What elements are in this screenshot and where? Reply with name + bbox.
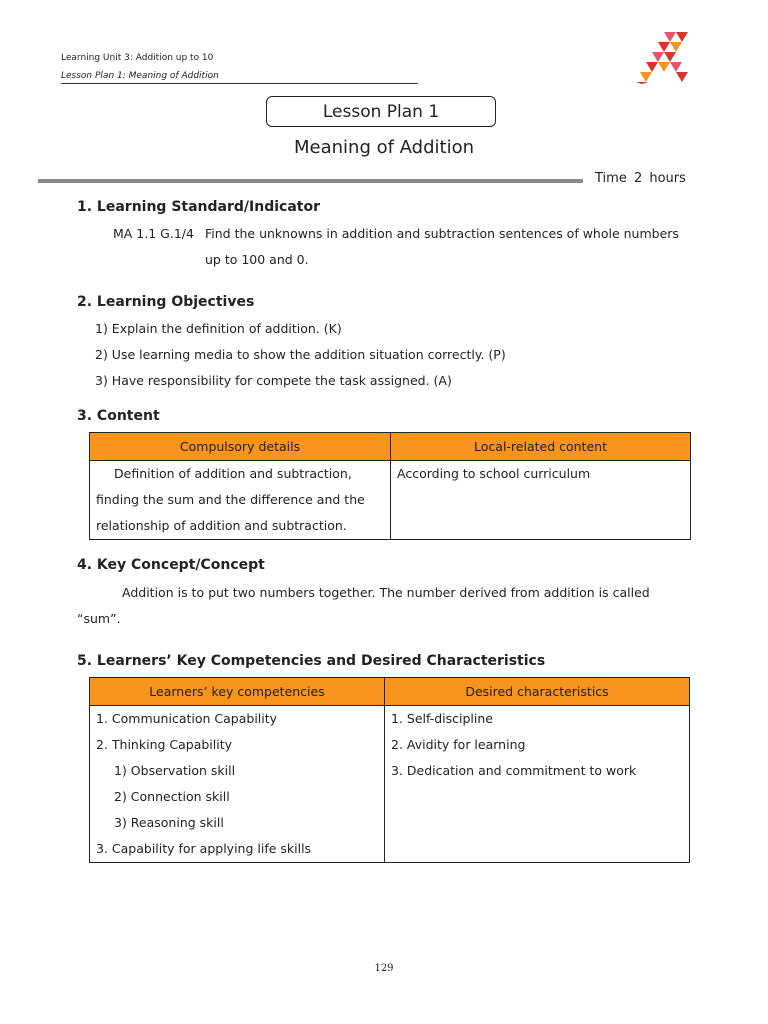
title-rule [38,179,583,183]
characteristics-cell-right [385,706,690,863]
concept-line1: Addition is to put two numbers together. The number derived from addition is called [122,585,650,600]
lesson-subtitle: Meaning of Addition [294,137,474,158]
header-unit: Learning Unit 3: Addition up to 10 [61,53,214,63]
content-cell-compulsory [90,461,391,540]
competency-subitem: 2) Connection skill [114,789,230,804]
competency-col-header: Desired characteristics [385,678,690,706]
objective-item: 1) Explain the definition of addition. (K) [95,321,342,336]
competency-item: 3. Capability for applying life skills [96,841,312,856]
competency-item: 1. Communication Capability [96,711,278,726]
publisher-logo-icon [634,30,694,86]
concept-line2: “sum”. [77,611,121,626]
section-1-heading: 1. Learning Standard/Indicator [77,199,320,215]
objective-item: 3) Have responsibility for compete the task assigned. (A) [95,373,452,388]
competency-subitem: 3) Reasoning skill [114,815,224,830]
characteristic-item: 1. Self-discipline [391,711,493,726]
content-cell-local: According to school curriculum [391,461,691,540]
section-2-heading: 2. Learning Objectives [77,294,255,310]
lesson-title-box: Lesson Plan 1 [266,96,496,127]
content-line: relationship of addition and subtraction. [96,518,347,533]
content-table [89,432,691,540]
characteristic-item: 3. Dedication and commitment to work [391,763,637,778]
content-col-header: Local-related content [391,433,691,461]
section-3-heading: 3. Content [77,408,160,424]
header-divider [61,83,418,84]
content-col-header: Compulsory details [90,433,391,461]
time-label: Time 2 hours [595,171,686,186]
content-line: Definition of addition and subtraction, [114,466,352,481]
header-plan: Lesson Plan 1: Meaning of Addition [61,71,219,81]
indicator-text-line2: up to 100 and 0. [205,252,309,267]
competency-cell-left [90,706,385,863]
indicator-code: MA 1.1 G.1/4 [113,226,194,241]
indicator-text-line1: Find the unknowns in addition and subtraction sentences of whole numbers [205,226,679,241]
section-5-heading: 5. Learners’ Key Competencies and Desired Characteristics [77,653,546,669]
section-4-heading: 4. Key Concept/Concept [77,557,265,573]
objective-item: 2) Use learning media to show the addition situation correctly. (P) [95,347,506,362]
content-line: finding the sum and the difference and the [96,492,365,507]
competency-col-header: Learners’ key competencies [90,678,385,706]
page-number: 129 [374,963,394,974]
competency-subitem: 1) Observation skill [114,763,236,778]
competency-item: 2. Thinking Capability [96,737,233,752]
competency-table [89,677,690,863]
characteristic-item: 2. Avidity for learning [391,737,526,752]
